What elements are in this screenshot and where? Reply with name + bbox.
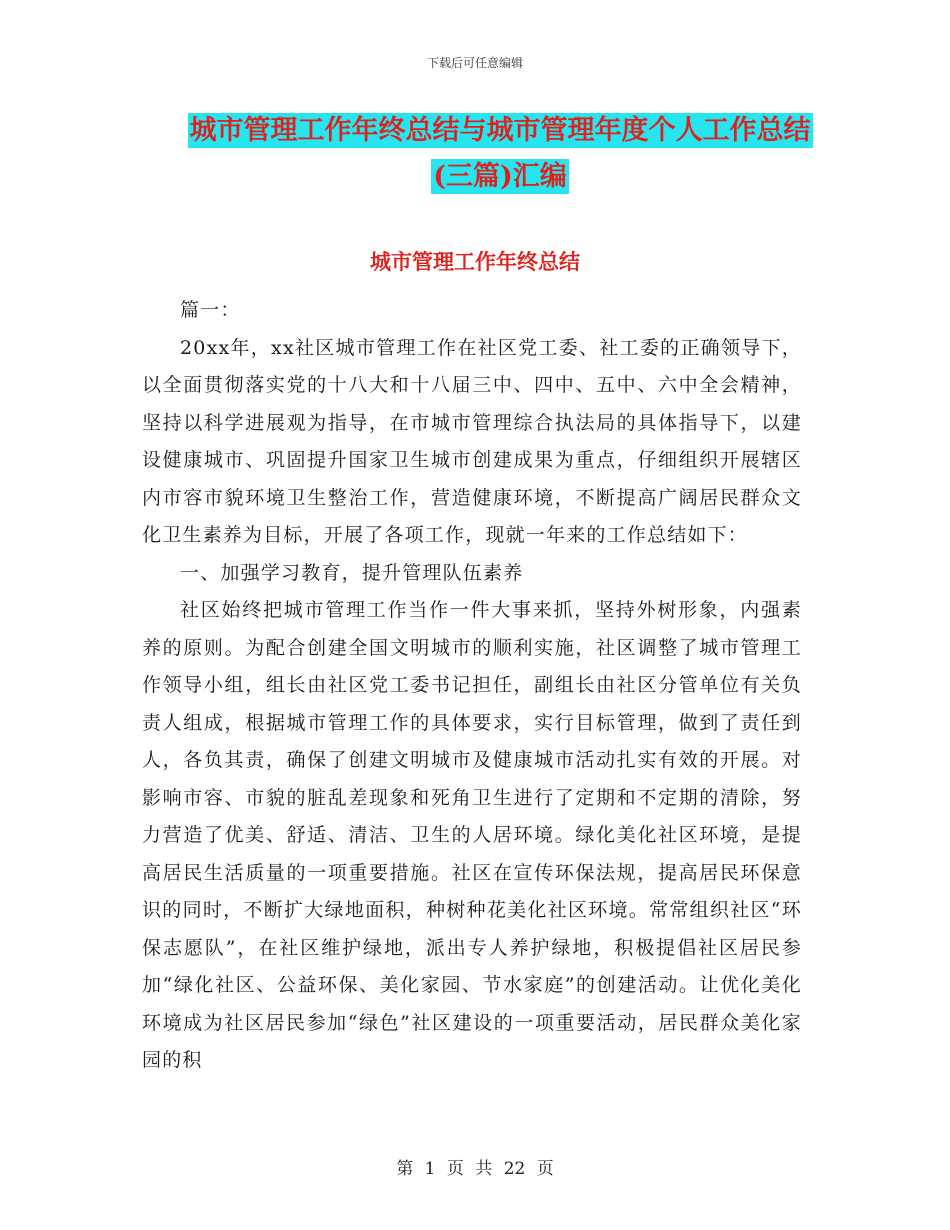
document-body [142,292,802,1080]
header-note: 下载后可任意编辑 [426,56,523,70]
paragraph-3: 一、加强学习教育，提升管理队伍素养 [180,561,524,584]
document-title [150,108,850,200]
page-number-footer: 第 1 页 共 22 页 [396,1159,554,1179]
document-title-line-2: (三篇)汇编 [433,161,567,192]
paragraph-4: 社区始终把城市管理工作当作一件大事来抓，坚持外树形象，内强素养的原则。为配合创建全国文明城市的顺利实施，社区调整了城市管理工作领导小组，组长由社区党工委书记担任，副组长由社区分管单位有关负责人组成，根据城市管理工作的具体要求，实行目标管理，做到了责任到人，各负其责，确保了创建文明城市及健康城市活动扎实有效的开展。对影响市容、市貌的脏乱差现象和死角卫生进行了定期和不定期的清除，努力营造了优美、舒适、清洁、卫生的人居环境。绿化美化社区环境，是提高居民生活质量的一项重要措施。社区在宣传环保法规，提高居民环保意识的同时，不断扩大绿地面积，种树种花美化社区环境。常常组织社区“环保志愿队”，在社区维护绿地，派出专人养护绿地，积极提倡社区居民参加“绿化社区、公益环保、美化家园、节水家庭”的创建活动。让优化美化环境成为社区居民参加“绿色”社区建设的一项重要活动，居民群众美化家园的积 [142,599,802,1071]
document-title-line-1: 城市管理工作年终总结与城市管理年度个人工作总结 [189,115,811,146]
paragraph-1: 篇一： [180,299,241,321]
paragraph-2: 20xx年，xx社区城市管理工作在社区党工委、社工委的正确领导下，以全面贯彻落实党的十八大和十八届三中、四中、五中、六中全会精神，坚持以科学进展观为指导，在市城市管理综合执法局的具体指导下，以建设健康城市、巩固提升国家卫生城市创建成果为重点，仔细组织开展辖区内市容市貌环境卫生整治工作，营造健康环境，不断提高广阔居民群众文化卫生素养为目标，开展了各项工作，现就一年来的工作总结如下： [142,336,802,546]
section-title: 城市管理工作年终总结 [370,249,580,274]
